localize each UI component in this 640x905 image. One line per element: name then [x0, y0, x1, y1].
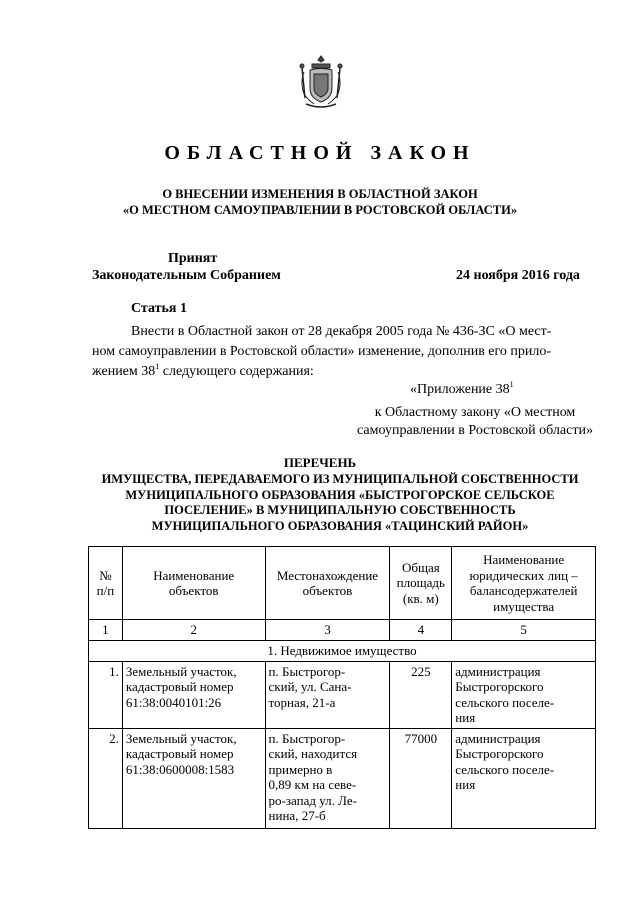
document-subtitle: О ВНЕСЕНИИ ИЗМЕНЕНИЯ В ОБЛАСТНОЙ ЗАКОН «О МЕСТНОМ САМОУПРАВЛЕНИИ В РОСТОВСКОЙ ОБЛАСТИ» [122, 187, 518, 217]
balance-holder: администрация Быстрогорского сельского поселе- ния [452, 661, 596, 728]
section-title: 1. Недвижимое имущество [89, 641, 596, 662]
list-title: ИМУЩЕСТВА, ПЕРЕДАВАЕМОГО ИЗ МУНИЦИПАЛЬНОЙ СОБСТВЕННОСТИ МУНИЦИПАЛЬНОГО ОБРАЗОВАНИЯ «БЫСТРОГОРСКОЕ СЕЛЬСКОЕ ПОСЕЛЕНИЕ» В МУНИЦИПАЛЬНУЮ СОБСТВЕННОСТЬ МУНИЦИПАЛЬНОГО ОБРАЗОВАНИЯ «ТАЦИНСКИЙ РАЙОН» [101, 472, 579, 533]
table-row [89, 661, 596, 728]
document-title: ОБЛАСТНОЙ ЗАКОН [164, 142, 476, 164]
object-name: Земельный участок, кадастровый номер 61:38:0600008:1583 [122, 728, 265, 828]
row-number: 2. [89, 728, 123, 828]
header-cell: Общая площадь (кв. м) [390, 547, 452, 620]
balance-holder: администрация Быстрогорского сельского поселе- ния [452, 728, 596, 828]
column-number: 1 [89, 620, 123, 641]
table-header-row [89, 547, 596, 620]
column-number-row [89, 620, 596, 641]
column-number: 2 [122, 620, 265, 641]
appendix-label: «Приложение $38^1$ [410, 380, 514, 397]
property-table [88, 546, 596, 829]
coat-of-arms-icon [298, 54, 344, 110]
article-text: Внести в Областной закон от 28 декабря 2005 года № 436-ЗС «О мест- ном самоуправлении в Ростовской области» изменение, дополнив его прило- жением $38^1$ следующего содержания: [92, 324, 552, 379]
object-name: Земельный участок, кадастровый номер 61:38:0040101:26 [122, 661, 265, 728]
header-cell: Наименование объектов [122, 547, 265, 620]
object-location: п. Быстрогор- ский, находится примерно в 0,89 км на севе- ро-запад ул. Ле- нина, 27-б [265, 728, 390, 828]
object-area: 225 [390, 661, 452, 728]
section-row [89, 641, 596, 662]
column-number: 5 [452, 620, 596, 641]
column-number: 4 [390, 620, 452, 641]
row-number: 1. [89, 661, 123, 728]
table-row [89, 728, 596, 828]
appendix-reference: к Областному закону «О местном самоуправлении в Ростовской области» [357, 405, 593, 438]
header-cell: Наименование юридических лиц – балансодержателей имущества [452, 547, 596, 620]
list-heading: ПЕРЕЧЕНЬ [283, 455, 357, 470]
object-location: п. Быстрогор- ский, ул. Сана- торная, 21-а [265, 661, 390, 728]
column-number: 3 [265, 620, 390, 641]
header-cell: Местонахождение объектов [265, 547, 390, 620]
article-heading: Статья 1 [131, 301, 187, 316]
object-area: 77000 [390, 728, 452, 828]
adoption-date: 24 ноября 2016 года [456, 268, 580, 283]
adopted-label: Принят [168, 251, 218, 266]
adopted-by: Законодательным Собранием [92, 268, 281, 283]
header-cell: № п/п [89, 547, 123, 620]
